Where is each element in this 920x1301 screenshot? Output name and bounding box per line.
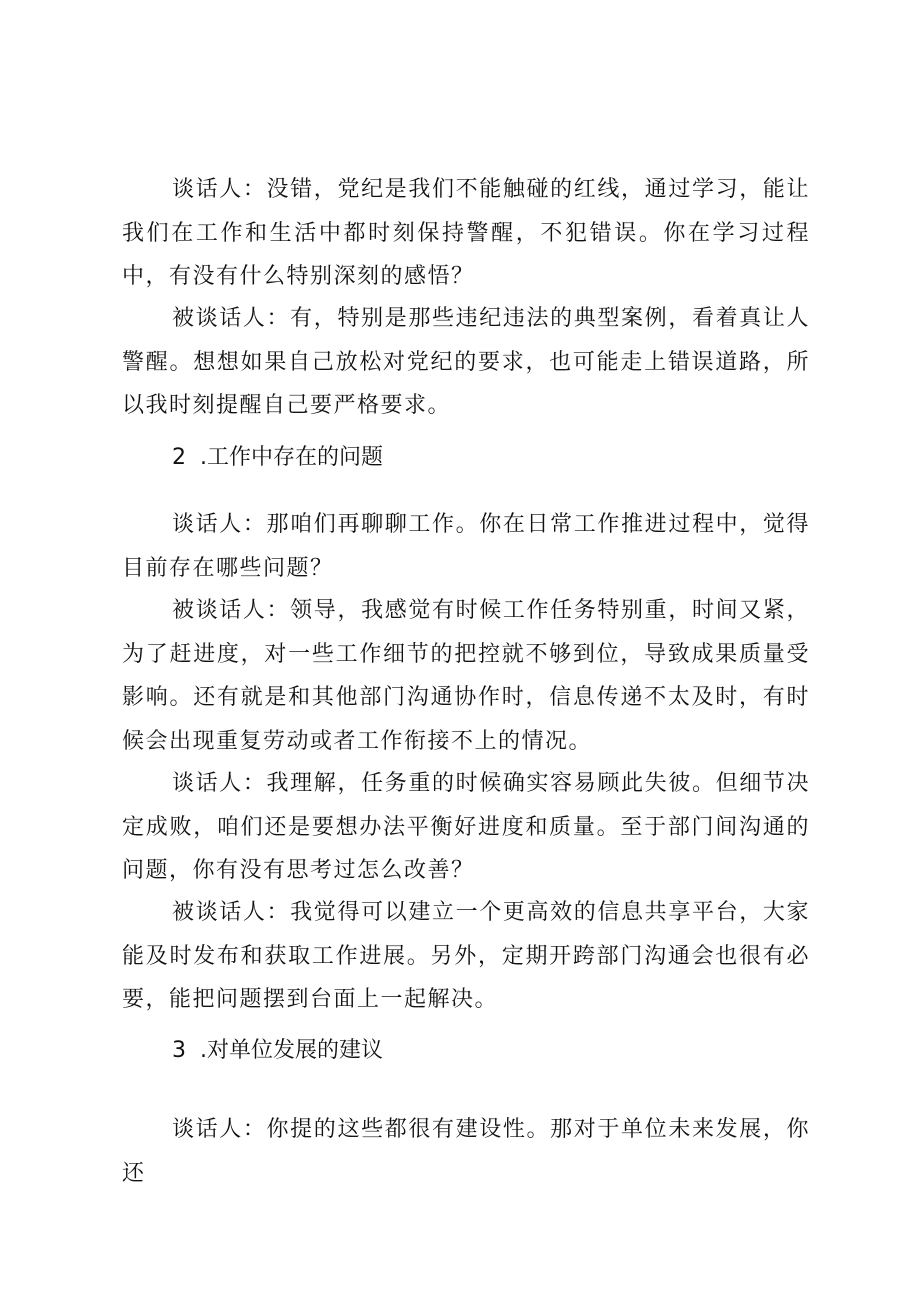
paragraph-talker-2: 谈话人：那咱们再聊聊工作。你在日常工作推进过程中，觉得目前存在哪些问题？ bbox=[122, 512, 810, 581]
section-heading-3 bbox=[172, 1036, 383, 1066]
paragraph-interviewee-2: 被谈话人：领导，我感觉有时候工作任务特别重，时间又紧，为了赶进度，对一些工作细节的把控就不够到位，导致成果质量受影响。还有就是和其他部门沟通协作时，信息传递不太及时，有时候会出现重复劳动或者工作衔接不上的情况。 bbox=[122, 598, 810, 754]
section-number: 3 bbox=[172, 1038, 186, 1063]
paragraph-talker-3: 谈话人：我理解，任务重的时候确实容易顾此失彼。但细节决定成败，咱们还是要想办法平衡好进度和质量。至于部门间沟通的问题，你有没有思考过怎么改善？ bbox=[122, 771, 810, 883]
section-title: .对单位发展的建议 bbox=[200, 1038, 383, 1063]
paragraph-talker-1: 谈话人：没错，党纪是我们不能触碰的红线，通过学习，能让我们在工作和生活中都时刻保持警醒，不犯错误。你在学习过程中，有没有什么特别深刻的感悟？ bbox=[122, 177, 810, 289]
section-number: 2 bbox=[172, 445, 186, 470]
section-heading-2 bbox=[172, 443, 383, 473]
paragraph-interviewee-1: 被谈话人：有，特别是那些违纪违法的典型案例，看着真让人警醒。想想如果自己放松对党纪的要求，也可能走上错误道路，所以我时刻提醒自己要严格要求。 bbox=[122, 306, 810, 418]
paragraph-interviewee-3: 被谈话人：我觉得可以建立一个更高效的信息共享平台，大家能及时发布和获取工作进展。另外，定期开跨部门沟通会也很有必要，能把问题摆到台面上一起解决。 bbox=[122, 900, 810, 1012]
paragraph-talker-4: 谈话人：你提的这些都很有建设性。那对于单位未来发展，你还 bbox=[122, 1117, 810, 1186]
section-title: .工作中存在的问题 bbox=[200, 445, 383, 470]
